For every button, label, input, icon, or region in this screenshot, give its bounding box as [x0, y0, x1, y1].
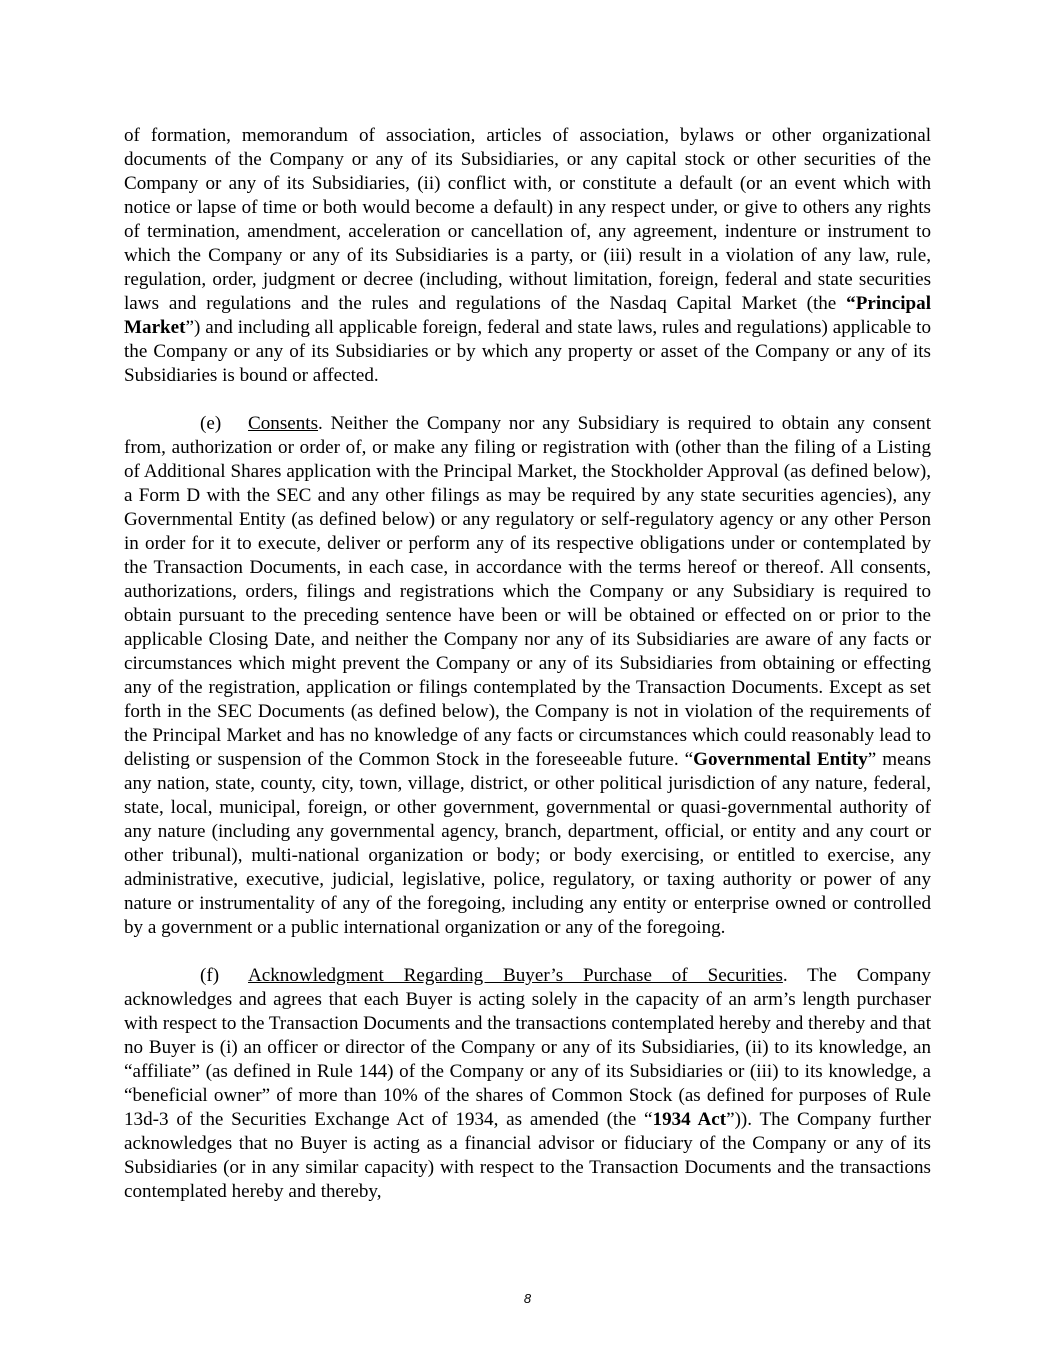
paragraph-text: ” means any nation, state, county, city, town, village, district, or other political jurisdiction of any nature, federal, state, local, municipal, foreign, or other government, governmental or quasi-governmental authority of any nature (including any governmental agency, branch, department, official, or entity and any court or other tribunal), multi-national organization or body; or body exercising, or entitled to exercise, any administrative, executive, judicial, legislative, police, regulatory, or taxing authority or power of any nature or instrumentality of any of the foregoing, including any entity or enterprise owned or controlled by a government or a public international organization or any of the foregoing.: [124, 749, 931, 938]
defined-term-principal-market: “Principal Market: [124, 293, 931, 338]
paragraph-text: . The Company acknowledges and agrees that each Buyer is acting solely in the capacity of an arm’s length purchaser with respect to the Transaction Documents and the transactions contemplated hereby and thereby and that no Buyer is (i) an officer or director of the Company or any of its Subsidiaries, (ii) to its knowledge, an “affiliate” (as defined in Rule 144) of the Company or any of its Subsidiaries or (iii) to its knowledge, a “beneficial owner” of more than 10% of the shares of Common Stock (as defined for purposes of Rule 13d-3 of the Securities Exchange Act of 1934, as amended (the “: [124, 965, 932, 1130]
paragraph-text: . Neither the Company nor any Subsidiary is required to obtain any consent from, authorization or order of, or make any filing or registration with (other than the filing of a Listing of Additional Shares application with the Principal Market, the Stockholder Approval (as defined below), a Form D with the SEC and any other filings as may be required by any state securities agencies), any Governmental Entity (as defined below) or any regulatory or self-regulatory agency or any other Person in order for it to execute, deliver or perform any of its respective obligations under or contemplated by the Transaction Documents, in each case, in accordance with the terms hereof or thereof. All consents, authorizations, orders, filings and registrations which the Company or any Subsidiary is required to obtain pursuant to the preceding sentence have been or will be obtained or effected on or prior to the applicable Closing Date, and neither the Company nor any of its Subsidiaries are aware of any facts or circumstances which might prevent the Company or any of its Subsidiaries from obtaining or effecting any of the registration, application or filings contemplated by the Transaction Documents. Except as set forth in the SEC Documents (as defined below), the Company is not in violation of the requirements of the Principal Market and has no knowledge of any facts or circumstances which could reasonably lead to delisting or suspension of the Common Stock in the foreseeable future. “: [124, 413, 931, 770]
page-number: 8: [523, 1291, 532, 1306]
paragraph-continuation: [124, 124, 931, 388]
defined-term-governmental-entity: Governmental Entity: [693, 749, 868, 770]
section-f-acknowledgment: [124, 964, 931, 1204]
section-heading: Consents: [248, 413, 319, 434]
paragraph-text: ”) and including all applicable foreign, federal and state laws, rules and regulations) applicable to the Company or any of its Subsidiaries or by which any property or asset of the Company or any of its Subsidiaries is bound or affected.: [124, 317, 931, 386]
document-page: [124, 124, 931, 1204]
section-label: (e): [200, 413, 222, 434]
section-label: (f): [200, 965, 220, 986]
defined-term-1934-act: 1934 Act: [652, 1109, 727, 1130]
paragraph-text: of formation, memorandum of association, articles of association, bylaws or other organizational documents of the Company or any of its Subsidiaries, or any capital stock or other securities of the Company or any of its Subsidiaries, (ii) conflict with, or constitute a default (or an event which with notice or lapse of time or both would become a default) in any respect under, or give to others any rights of termination, amendment, acceleration or cancellation of, any agreement, indenture or instrument to which the Company or any of its Subsidiaries is a party, or (iii) result in a violation of any law, rule, regulation, order, judgment or decree (including, without limitation, foreign, federal and state securities laws and regulations and the rules and regulations of the Nasdaq Capital Market (the: [124, 125, 931, 314]
section-heading: Acknowledgment Regarding Buyer’s Purchase of Securities: [248, 965, 783, 986]
section-e-consents: [124, 412, 931, 940]
paragraph-text: ”)). The Company further acknowledges that no Buyer is acting as a financial advisor or fiduciary of the Company or any of its Subsidiaries (or in any similar capacity) with respect to the Transaction Documents and the transactions contemplated hereby and thereby,: [124, 1109, 932, 1202]
